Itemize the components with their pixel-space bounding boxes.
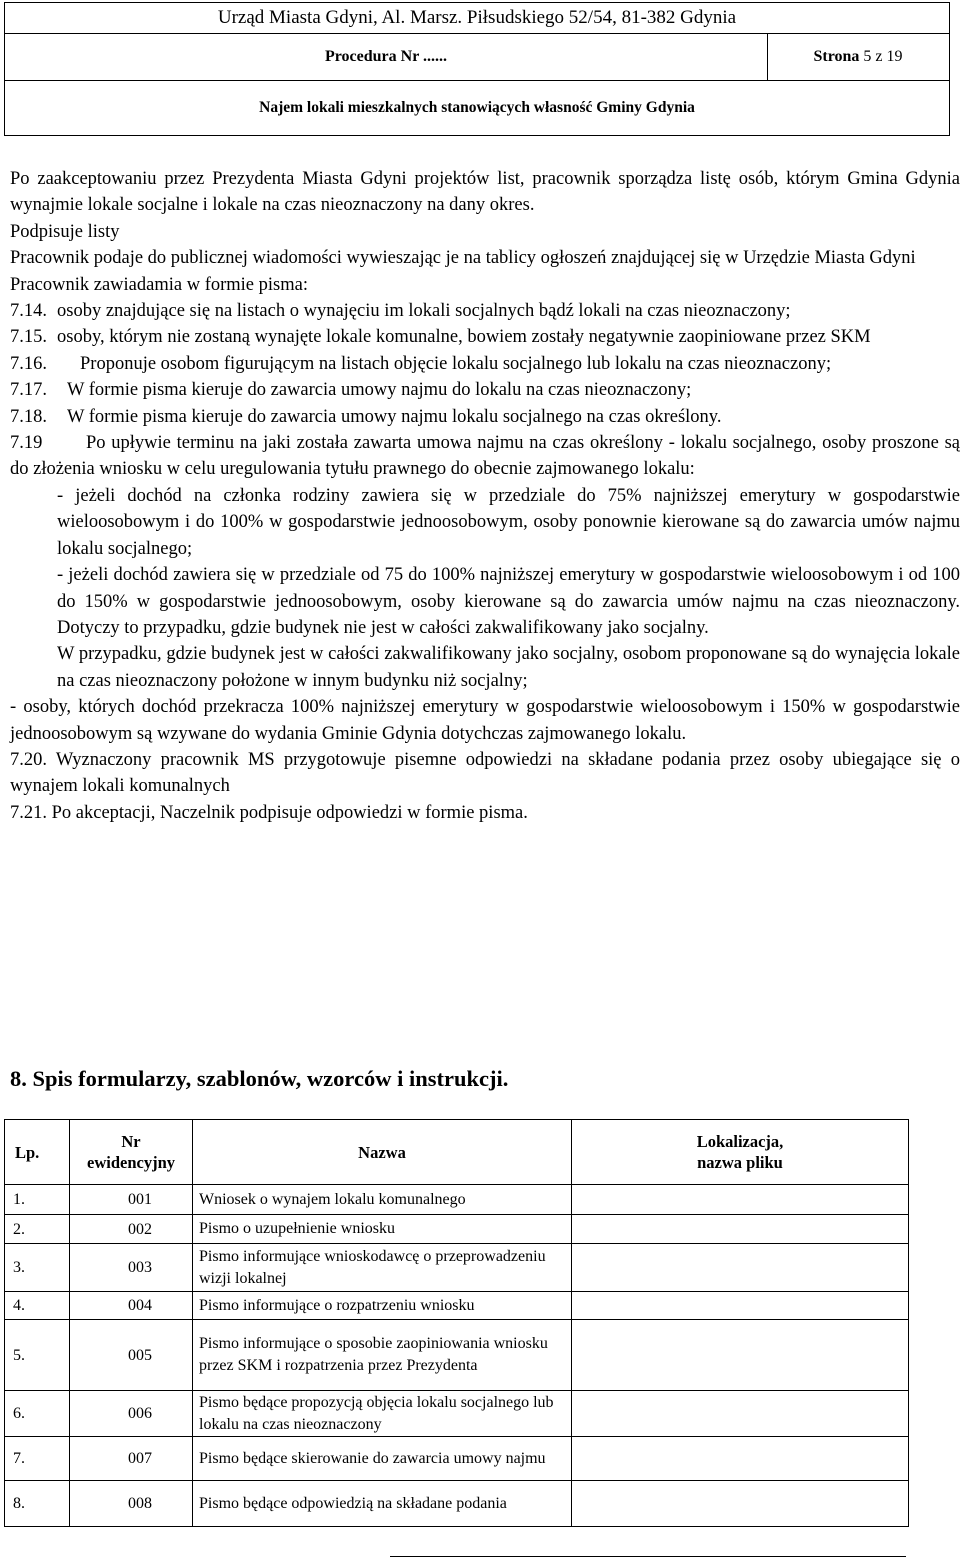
paragraph: Po zaakceptowaniu przez Prezydenta Miasta Gdyni projektów list, pracownik sporządza listę osób, którym Gmina Gdynia wynajmie lokale socjalne i lokale na czas nieoznaczony na dany okres. (10, 169, 960, 216)
cell-lokalizacja (572, 1391, 909, 1437)
cell-nr: 007 (70, 1437, 193, 1481)
table-row (5, 1391, 909, 1437)
cell-lp: 5. (5, 1320, 70, 1391)
page-of: z (875, 48, 883, 65)
cell-nazwa: Pismo informujące o sposobie zaopiniowania wniosku przez SKM i rozpatrzenia przez Prezydenta (193, 1320, 572, 1391)
paragraph: Pracownik podaje do publicznej wiadomości wywieszając je na tablicy ogłoszeń znajdującej się w Urzędzie Miasta Gdyni (10, 248, 916, 269)
cell-nazwa: Pismo będące skierowanie do zawarcia umowy najmu (193, 1437, 572, 1481)
table-row (5, 1437, 909, 1481)
page-total: 19 (886, 48, 903, 65)
income-condition-3: - osoby, których dochód przekracza 100% najniższej emerytury w gospodarstwie wieloosobowym i 150% w gospodarstwie jednoosobowym są wzywane do wydania Gminie Gdynia dotychczas zajmowanego lokalu. (10, 697, 960, 744)
cell-lokalizacja (572, 1320, 909, 1391)
socjalny-building-case: W przypadku, gdzie budynek jest w całości zakwalifikowany jako socjalny, osobom proponowane są do wynajęcia lokale na czas nieoznaczony położone w innym budynku niż socjalny; (57, 644, 960, 691)
list-item (10, 351, 960, 377)
cell-nr: 008 (70, 1481, 193, 1527)
item-text: osoby, którym nie zostaną wynajęte lokale komunalne, bowiem zostały negatywnie zaopiniowane przez SKM (57, 327, 871, 348)
column-header-lp: Lp. (5, 1120, 70, 1185)
item-number: 7.15. (10, 327, 47, 348)
page-current: 5 (863, 48, 872, 65)
item-number: 7.16. (10, 353, 47, 374)
cell-lokalizacja (572, 1437, 909, 1481)
forms-table (4, 1119, 909, 1527)
paragraph: Podpisuje listy (10, 221, 120, 242)
item-number: 7.18. (10, 406, 47, 427)
item-text: W formie pisma kieruje do zawarcia umowy najmu do lokalu na czas nieoznaczony; (67, 380, 692, 401)
cell-nazwa: Pismo informujące wnioskodawcę o przeprowadzeniu wizji lokalnej (193, 1244, 572, 1292)
section-heading: 8. Spis formularzy, szablonów, wzorców i instrukcji. (10, 1066, 509, 1091)
procedure-row (5, 34, 949, 81)
cell-nr: 002 (70, 1215, 193, 1244)
cell-lp: 2. (5, 1215, 70, 1244)
document-header (4, 2, 950, 136)
cell-nazwa: Pismo będące propozycją objęcia lokalu socjalnego lub lokalu na czas nieoznaczony (193, 1391, 572, 1437)
cell-lp: 4. (5, 1292, 70, 1320)
document-body (10, 166, 960, 826)
item-text: Proponuje osobom figurującym na listach objęcie lokalu socjalnego lub lokalu na czas nieoznaczony; (80, 353, 832, 374)
procedure-subject: Najem lokali mieszkalnych stanowiących własność Gminy Gdynia (259, 99, 695, 116)
cell-lokalizacja (572, 1215, 909, 1244)
page-indicator (767, 34, 949, 80)
list-item-7-19 (10, 430, 960, 483)
column-header-nazwa: Nazwa (193, 1120, 572, 1185)
procedure-number: Procedura Nr ...... (5, 34, 768, 80)
item-number: 7.14. (10, 301, 47, 322)
cell-nazwa: Pismo informujące o rozpatrzeniu wniosku (193, 1292, 572, 1320)
header-line: nazwa pliku (697, 1153, 783, 1172)
list-item (10, 324, 960, 350)
income-condition-1: - jeżeli dochód na członka rodziny zawiera się w przedziale do 75% najniższej emerytury w gospodarstwie wieloosobowym i do 100% w gospodarstwie jednoosobowym, osoby ponownie kierowane są do zawarcia umów najmu lokalu socjalnego; (57, 485, 960, 559)
cell-nazwa: Pismo będące odpowiedzią na składane podania (193, 1481, 572, 1527)
list-item (10, 404, 960, 430)
cell-nr: 004 (70, 1292, 193, 1320)
cell-lp: 3. (5, 1244, 70, 1292)
footer-divider (390, 1556, 906, 1557)
list-item: 7.21. Po akceptacji, Naczelnik podpisuje odpowiedzi w formie pisma. (10, 802, 528, 823)
table-row (5, 1320, 909, 1391)
cell-lokalizacja (572, 1244, 909, 1292)
list-item (10, 377, 960, 403)
paragraph: Pracownik zawiadamia w formie pisma: (10, 274, 308, 295)
cell-nr: 003 (70, 1244, 193, 1292)
income-condition-2: - jeżeli dochód zawiera się w przedziale od 75 do 100% najniższej emerytury w gospodarstwie wieloosobowym i od 100 do 150% w gospodarstwie jednoosobowym, osoby kierowane są do zawarcia umów najmu na czas nieoznaczony. Dotyczy to przypadku, gdzie budynek nie jest w całości zakwalifikowany jako socjalny. (57, 565, 960, 638)
cell-nr: 005 (70, 1320, 193, 1391)
table-row (5, 1185, 909, 1215)
cell-nazwa: Wniosek o wynajem lokalu komunalnego (193, 1185, 572, 1215)
item-number: 7.17. (10, 380, 47, 401)
cell-lp: 7. (5, 1437, 70, 1481)
item-text: W formie pisma kieruje do zawarcia umowy najmu lokalu socjalnego na czas określony. (67, 406, 722, 427)
cell-nr: 001 (70, 1185, 193, 1215)
cell-nr: 006 (70, 1391, 193, 1437)
item-text: osoby znajdujące się na listach o wynajęciu im lokali socjalnych bądź lokali na czas nieoznaczony; (57, 301, 791, 322)
cell-lp: 1. (5, 1185, 70, 1215)
page-label: Strona (813, 48, 860, 65)
cell-lp: 8. (5, 1481, 70, 1527)
table-row (5, 1244, 909, 1292)
list-item (10, 298, 960, 324)
cell-nazwa: Pismo o uzupełnienie wniosku (193, 1215, 572, 1244)
cell-lokalizacja (572, 1185, 909, 1215)
office-address: Urząd Miasta Gdyni, Al. Marsz. Piłsudskiego 52/54, 81-382 Gdynia (5, 3, 949, 34)
header-line: Lokalizacja, (696, 1132, 784, 1151)
table-row (5, 1292, 909, 1320)
column-header-nr: Nr ewidencyjny (70, 1120, 193, 1185)
cell-lokalizacja (572, 1292, 909, 1320)
item-number: 7.19 (10, 433, 43, 454)
cell-lokalizacja (572, 1481, 909, 1527)
cell-lp: 6. (5, 1391, 70, 1437)
table-row (5, 1481, 909, 1527)
list-item: 7.20. Wyznaczony pracownik MS przygotowuje pisemne odpowiedzi na składane podania przez osoby ubiegające się o wynajem lokali komunalnych (10, 749, 960, 797)
column-header-lokalizacja (572, 1120, 909, 1185)
table-row (5, 1215, 909, 1244)
item-text: Po upływie terminu na jaki została zawarta umowa najmu na czas określony - lokalu socjalnego, osoby proszone są do złożenia wniosku w celu uregulowania tytułu prawnego do obecnie zajmowanego lokalu: (10, 433, 960, 480)
table-header-row (5, 1120, 909, 1185)
